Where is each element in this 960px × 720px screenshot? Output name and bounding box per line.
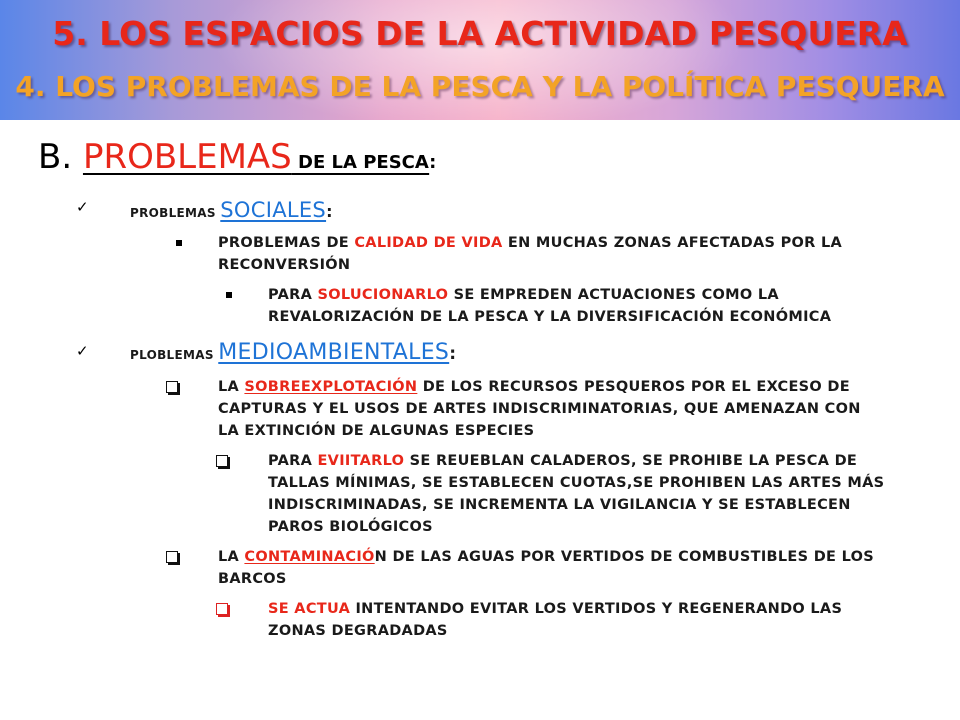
social-item-line1: PROBLEMAS DE CALIDAD DE VIDA EN MUCHAS ZONAS AFECTADAS POR LA — [218, 235, 843, 251]
env-item1-line2: CAPTURAS Y EL USOS DE ARTES INDISCRIMINATORIAS, QUE AMENAZAN CON — [218, 401, 861, 417]
env-item1-sub-highlight: EVIITARLO — [317, 453, 405, 469]
social-prefix: PROBLEMAS — [130, 206, 221, 220]
checkbox-bullet-icon — [216, 455, 228, 467]
square-bullet-icon — [176, 240, 182, 246]
env-item1-highlight: SOBREEXPLOTACIÓN — [244, 379, 418, 395]
checkbox-bullet-icon — [166, 381, 178, 393]
slide-subtitle: 4. LOS PROBLEMAS DE LA PESCA Y LA POLÍTICA PESQUERA — [15, 70, 945, 103]
env-item1-sub-line3: INDISCRIMINADAS, SE INCREMENTA LA VIGILANCIA Y SE ESTABLECEN — [268, 497, 851, 513]
section-colon: : — [429, 152, 437, 173]
section-letter: B. — [38, 137, 83, 177]
env-item2-sub-highlight: SE ACTUA — [268, 601, 351, 617]
slide-title: 5. LOS ESPACIOS DE LA ACTIVIDAD PESQUERA — [52, 14, 908, 53]
environment-keyword: MEDIOAMBIENTALES — [218, 340, 450, 365]
social-colon: : — [326, 202, 333, 221]
social-sub-line2: REVALORIZACIÓN DE LA PESCA Y LA DIVERSIFICACIÓN ECONÓMICA — [268, 309, 832, 325]
env-item1-sub-line2: TALLAS MÍNIMAS, SE ESTABLECEN CUOTAS,SE PROHIBEN LAS ARTES MÁS — [268, 475, 885, 491]
env-item2-highlight: CONTAMINACIÓ — [244, 549, 375, 565]
title-banner — [0, 0, 960, 120]
env-item2-line1: LA CONTAMINACIÓN DE LAS AGUAS POR VERTIDOS DE COMBUSTIBLES DE LOS — [218, 549, 875, 565]
env-item1-sub-line1: PARA EVIITARLO SE REUEBLAN CALADEROS, SE PROHIBE LA PESCA DE — [268, 453, 858, 469]
section-heading — [38, 137, 436, 177]
social-heading — [130, 196, 333, 227]
social-keyword: SOCIALES — [220, 198, 327, 222]
env-item1-sub-line4: PAROS BIOLÓGICOS — [268, 519, 433, 535]
env-item2-sub-line1: SE ACTUA INTENTANDO EVITAR LOS VERTIDOS Y REGENERANDO LAS — [268, 601, 843, 617]
social-sub-highlight: SOLUCIONARLO — [317, 287, 449, 303]
section-heading-underline — [82, 137, 430, 177]
social-item-highlight: CALIDAD DE VIDA — [354, 235, 503, 251]
social-sub-line1: PARA SOLUCIONARLO SE EMPREDEN ACTUACIONES COMO LA — [268, 287, 779, 303]
checkbox-bullet-icon — [166, 551, 178, 563]
section-rest: DE LA PESCA — [291, 152, 430, 173]
checkbox-bullet-icon — [216, 603, 228, 615]
square-bullet-icon — [226, 292, 232, 298]
environment-prefix: PLOBLEMAS — [130, 348, 219, 362]
env-item2-line2: BARCOS — [218, 571, 287, 587]
section-big-word: PROBLEMAS — [82, 137, 292, 177]
social-item-line2: RECONVERSIÓN — [218, 257, 351, 273]
environment-heading — [130, 338, 456, 370]
env-item2-sub-line2: ZONAS DEGRADADAS — [268, 623, 448, 639]
checkmark-icon: ✓ — [76, 342, 89, 360]
env-item1-line1: LA SOBREEXPLOTACIÓN DE LOS RECURSOS PESQUEROS POR EL EXCESO DE — [218, 379, 850, 395]
environment-colon: : — [449, 344, 457, 364]
env-item1-line3: LA EXTINCIÓN DE ALGUNAS ESPECIES — [218, 423, 535, 439]
checkmark-icon: ✓ — [76, 198, 89, 216]
